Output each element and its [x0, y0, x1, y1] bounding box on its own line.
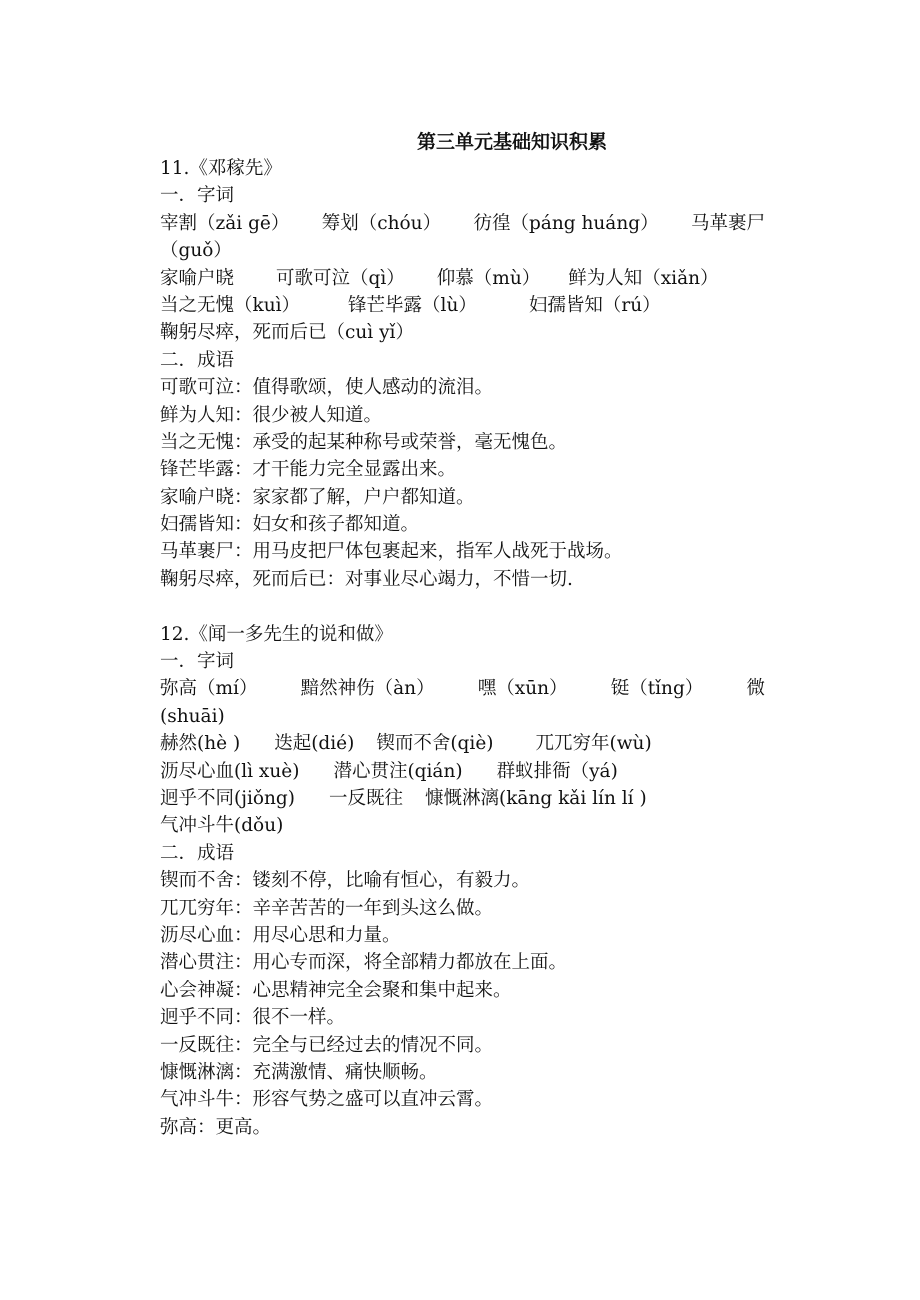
idiom-definition: 沥尽心血：用尽心思和力量。	[160, 924, 401, 946]
word-entry: 群蚁排衙（yá)	[496, 760, 618, 782]
lesson-11-words-line-1	[160, 210, 765, 237]
word-entry: 铤（tǐng）	[610, 678, 704, 700]
page-title: 第三单元基础知识积累	[416, 131, 607, 153]
word-entry: 彷徨（páng huáng）	[473, 212, 659, 234]
word-entry: 可歌可泣（qì）	[276, 267, 405, 289]
idiom-definition: 妇孺皆知：妇女和孩子都知道。	[160, 514, 420, 536]
idiom-definition: 迥乎不同：很不一样。	[160, 1007, 346, 1029]
idiom-definition: 当之无愧：承受的起某种称号或荣誉，毫无愧色。	[160, 431, 568, 453]
lesson-12-words-line-1-cont: (shuāi)	[160, 705, 225, 727]
idiom-definition: 兀兀穷年：辛辛苦苦的一年到头这么做。	[160, 897, 494, 919]
lesson-12-words-line-1	[160, 675, 765, 702]
lesson-12-words-line-4	[160, 785, 765, 812]
lesson-11-words-line-1-cont: （guǒ）	[160, 240, 232, 262]
word-entry: 迥乎不同(jiǒng)	[160, 787, 295, 809]
lesson-12-words-line-5: 气冲斗牛(dǒu)	[160, 815, 284, 837]
lesson-11-heading: 11.《邓稼先》	[160, 158, 282, 179]
lesson-12-heading: 12.《闻一多先生的说和做》	[160, 623, 393, 645]
word-entry: 一反既往	[328, 787, 403, 809]
word-entry: 家喻户晓	[160, 267, 235, 289]
lesson-12-section-idioms: 二．成语	[160, 842, 235, 864]
word-entry: 锋芒毕露（lù）	[348, 294, 477, 316]
word-entry: 黯然神伤（àn）	[300, 678, 435, 700]
word-entry: 马革裹尸	[690, 212, 765, 234]
idiom-definition: 气冲斗牛：形容气势之盛可以直冲云霄。	[160, 1089, 494, 1111]
word-entry: 嘿（xūn）	[477, 678, 568, 700]
idiom-definition: 可歌可泣：值得歌颂，使人感动的流泪。	[160, 377, 494, 399]
word-entry: 沥尽心血(lì xuè)	[160, 760, 300, 782]
word-entry: 兀兀穷年(wù)	[535, 733, 652, 755]
lesson-11-section-idioms: 二．成语	[160, 349, 235, 371]
idiom-definition: 弥高：更高。	[160, 1116, 272, 1138]
lesson-11-section-words: 一．字词	[160, 185, 235, 207]
word-entry: 迭起(dié)	[274, 733, 355, 755]
word-entry: 微	[746, 678, 765, 700]
word-entry: 宰割（zǎi gē）	[160, 212, 290, 234]
idiom-definition: 鞠躬尽瘁，死而后已：对事业尽心竭力，不惜一切.	[160, 568, 573, 590]
lesson-11-words-line-4: 鞠躬尽瘁，死而后已（cuì yǐ）	[160, 322, 414, 344]
word-entry: 当之无愧（kuì）	[160, 294, 301, 316]
idiom-definition: 锋芒毕露：才干能力完全显露出来。	[160, 459, 457, 481]
lesson-12-words-line-3	[160, 758, 765, 785]
idiom-definition: 心会神凝：心思精神完全会聚和集中起来。	[160, 979, 512, 1001]
word-entry: 潜心贯注(qián)	[333, 760, 463, 782]
idiom-definition: 锲而不舍：镂刻不停，比喻有恒心，有毅力。	[160, 870, 531, 892]
word-entry: 慷慨淋漓(kāng kǎi lín lí )	[425, 787, 647, 809]
word-entry: 赫然(hè )	[160, 733, 241, 755]
word-entry: 筹划（chóu）	[321, 212, 442, 234]
section-spacer	[160, 593, 765, 620]
word-entry: 妇孺皆知（rú）	[528, 294, 661, 316]
word-entry: 锲而不舍(qiè)	[376, 733, 494, 755]
idiom-definition: 家喻户晓：家家都了解，户户都知道。	[160, 486, 475, 508]
idiom-definition: 慷慨淋漓：充满激情、痛快顺畅。	[160, 1061, 438, 1083]
word-entry: 弥高（mí）	[160, 678, 258, 700]
lesson-11-words-line-2	[160, 265, 765, 292]
lesson-12-words-line-2	[160, 730, 765, 757]
word-entry: 仰慕（mù）	[436, 267, 541, 289]
idiom-definition: 潜心贯注：用心专而深，将全部精力都放在上面。	[160, 952, 568, 974]
idiom-definition: 一反既往：完全与已经过去的情况不同。	[160, 1034, 494, 1056]
lesson-11-words-line-3	[160, 292, 765, 319]
document-body	[160, 155, 765, 1141]
idiom-definition: 鲜为人知：很少被人知道。	[160, 404, 383, 426]
idiom-definition: 马革裹尸：用马皮把尸体包裹起来，指军人战死于战场。	[160, 541, 623, 563]
lesson-12-section-words: 一．字词	[160, 651, 235, 673]
word-entry: 鲜为人知（xiǎn）	[568, 267, 719, 289]
